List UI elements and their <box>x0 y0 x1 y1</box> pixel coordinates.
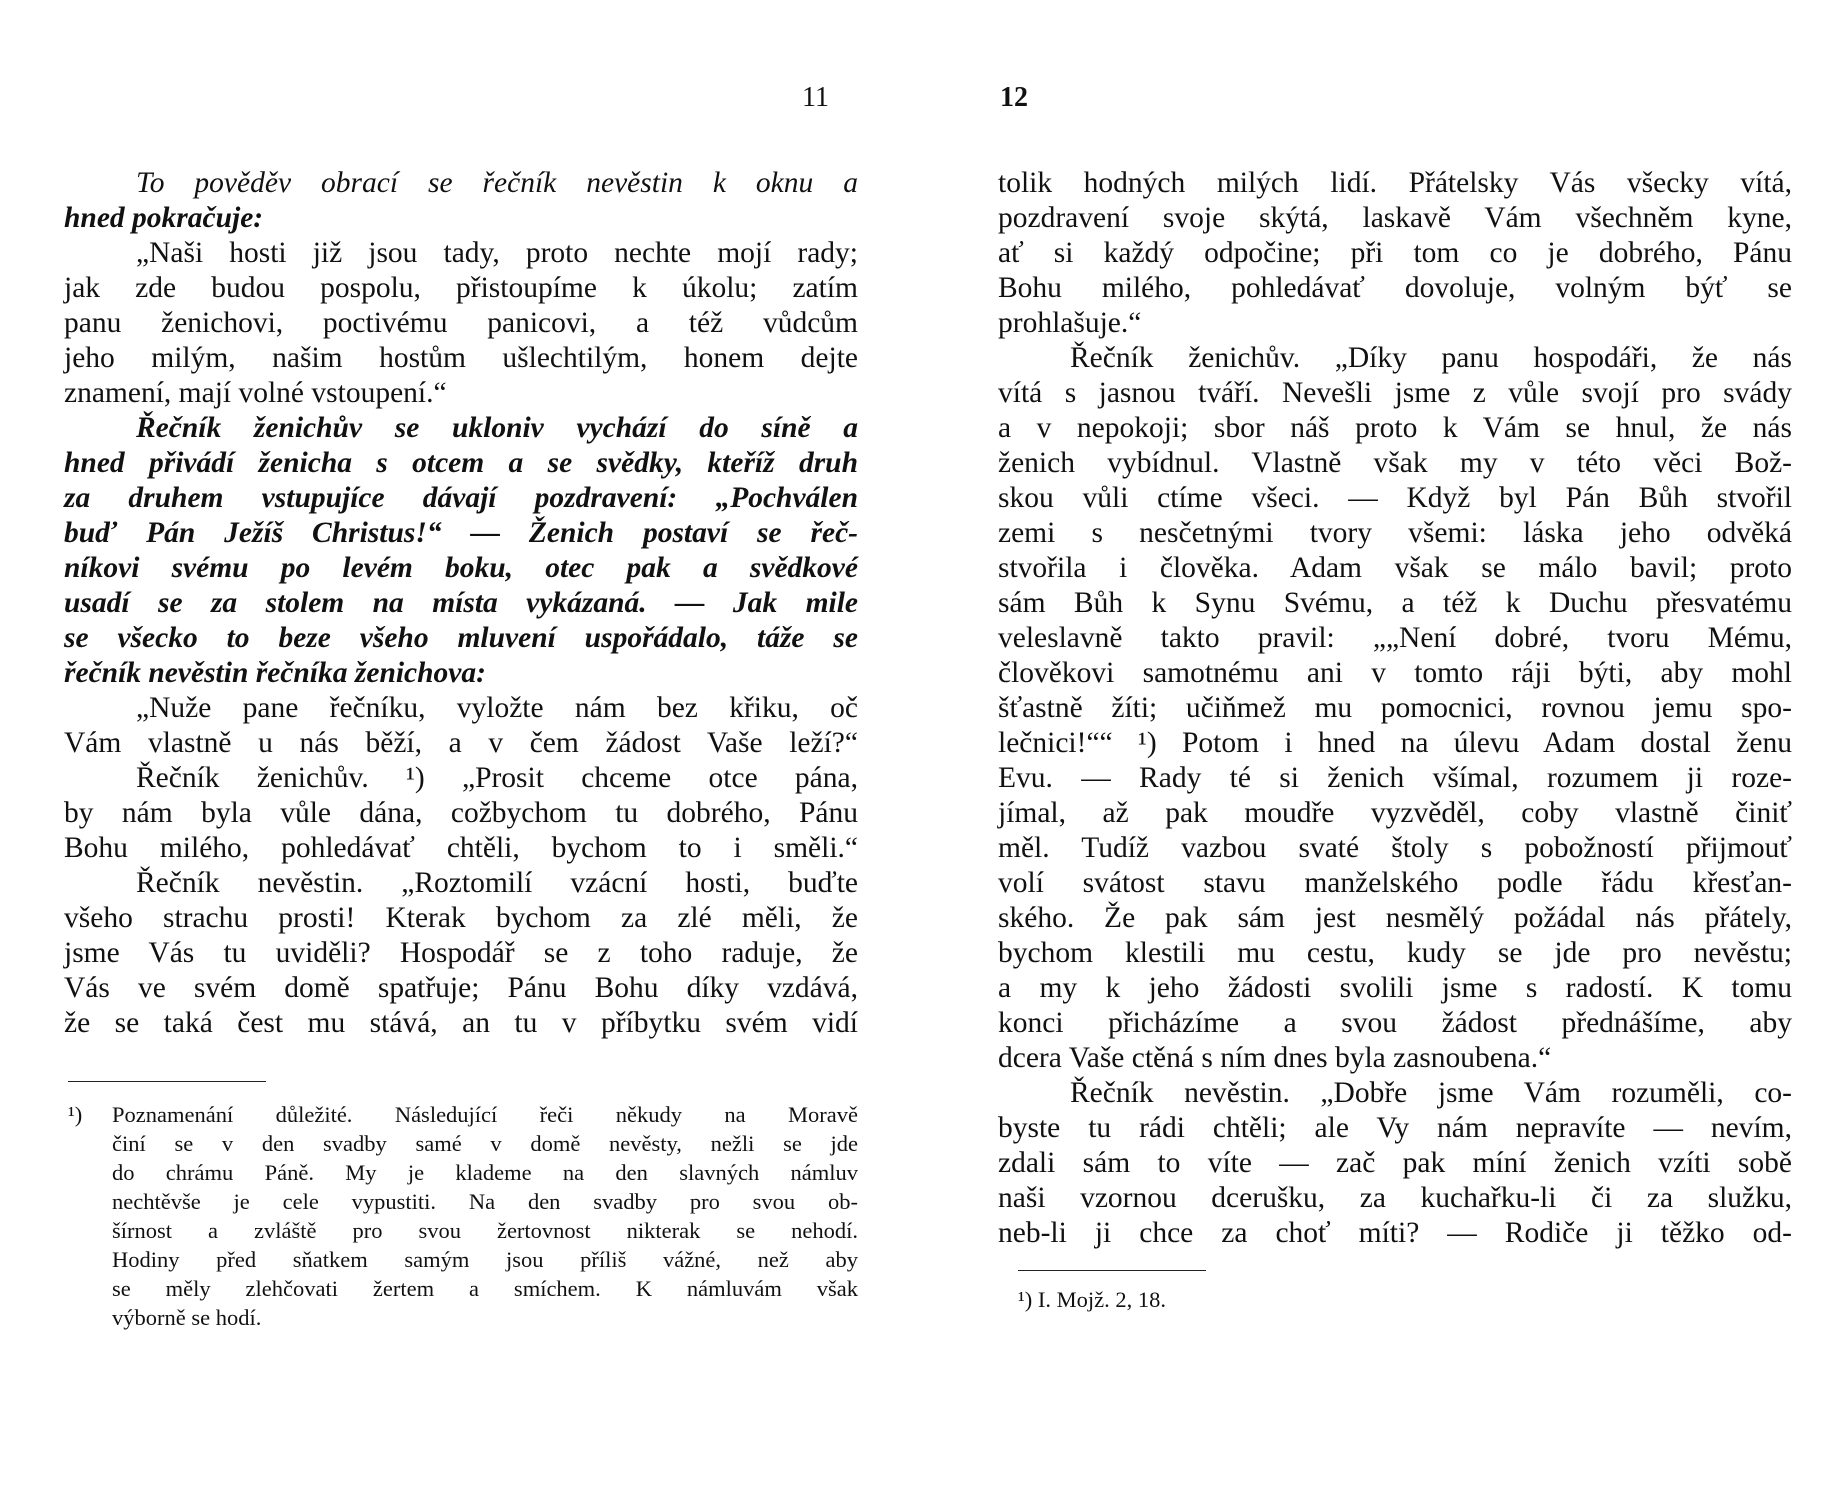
text-line: sám Bůh k Synu Svému, a též k Duchu přesvatému <box>998 587 1792 619</box>
footnote <box>1018 1285 1418 1314</box>
text-line: a my k jeho žádosti svolili jsme s radostí. K tomu <box>998 972 1792 1004</box>
text-line: konci přicházíme a svou žádost přednášíme, aby <box>998 1007 1792 1039</box>
text-line: ať si každý odpočine; při tom co je dobrého, Pánu <box>998 237 1792 269</box>
text-line: šťastně žíti; učiňmež mu pomocnici, rovnou jemu spo- <box>998 692 1792 724</box>
text-line: za druhem vstupujíce dávají pozdravení: „Pochválen <box>64 482 858 514</box>
text-line: dcera Vaše ctěná s ním dnes byla zasnoubena.“ <box>998 1042 1552 1074</box>
right-page <box>924 0 1848 1500</box>
page-number: 12 <box>1000 82 1028 113</box>
text-line: hned přivádí ženicha s otcem a se svědky, kteříž druh <box>64 447 858 479</box>
footnote-rule <box>68 1081 266 1082</box>
footnote-line: ¹) I. Mojž. 2, 18. <box>1018 1287 1166 1312</box>
page-number: 11 <box>802 82 829 113</box>
text-line: usadí se za stolem na místa vykázaná. — Jak mile <box>64 587 858 619</box>
text-line: prohlašuje.“ <box>998 307 1142 339</box>
right-page-body <box>998 166 1792 1251</box>
text-line: Řečník ženichův se ukloniv vychází do síně a <box>136 412 858 444</box>
text-line: zdali sám to víte — zač pak míní ženich vzíti sobě <box>998 1147 1792 1179</box>
footnote-text: Poznamenání důležité. Následující řeči někudy na Moravě <box>112 1102 858 1127</box>
text-line: Evu. — Rady té si ženich všímal, rozumem ji roze- <box>998 762 1792 794</box>
footnote-line: výborně se hodí. <box>112 1305 262 1330</box>
text-line: a v nepokoji; sbor náš proto k Vám se hnul, že nás <box>998 412 1792 444</box>
text-line: volí svátost stavu manželského podle řádu křesťan- <box>998 867 1792 899</box>
text-line: veleslavně takto pravil: „„Není dobré, tvoru Mému, <box>998 622 1792 654</box>
text-line: byste tu rádi chtěli; ale Vy nám nepravíte — nevím, <box>998 1112 1792 1144</box>
text-line: pozdravení svoje skýtá, laskavě Vám všechněm kyne, <box>998 202 1792 234</box>
text-line: „Naši hosti již jsou tady, proto nechte mojí rady; <box>136 237 858 269</box>
text-line: neb-li ji chce za choť míti? — Rodiče ji těžko od- <box>998 1217 1792 1249</box>
text-line: Vám vlastně u nás běží, a v čem žádost Vaše leží?“ <box>64 727 858 759</box>
text-line: vítá s jasnou tváří. Nevešli jsme z vůle svojí pro svády <box>998 377 1792 409</box>
text-line: člověkovi samotnému ani v tomto ráji býti, aby mohl <box>998 657 1792 689</box>
footnote-line: šírnost a zvláště pro svou žertovnost nikterak se nehodí. <box>112 1218 858 1243</box>
footnote-line: se měly zlehčovati žertem a smíchem. K námluvám však <box>112 1276 858 1301</box>
text-line: jímal, až pak moudře vyzvěděl, coby vlastně činiť <box>998 797 1792 829</box>
footnote <box>68 1100 858 1332</box>
text-line: Řečník nevěstin. „Roztomilí vzácní hosti, buďte <box>136 867 858 899</box>
text-line: se všecko to beze všeho mluvení uspořádalo, táže se <box>64 622 858 654</box>
text-line: by nám byla vůle dána, cožbychom tu dobrého, Pánu <box>64 797 858 829</box>
text-line: Řečník ženichův. „Díky panu hospodáři, že nás <box>1070 342 1792 374</box>
text-line: Řečník nevěstin. „Dobře jsme Vám rozuměli, co- <box>1070 1077 1792 1109</box>
text-line: naši vzornou dcerušku, za kuchařku-li či za služku, <box>998 1182 1792 1214</box>
text-line: bychom klestili mu cestu, kudy se jde pro nevěstu; <box>998 937 1792 969</box>
text-line: všeho strachu prosti! Kterak bychom za zlé měli, že <box>64 902 858 934</box>
text-line: buď Pán Ježíš Christus!“ — Ženich postaví se řeč- <box>64 517 858 549</box>
text-line: panu ženichovi, poctivému panicovi, a též vůdcům <box>64 307 858 339</box>
text-line: stvořila i člověka. Adam však se málo bavil; proto <box>998 552 1792 584</box>
text-line: To pověděv obrací se řečník nevěstin k oknu a <box>136 167 858 199</box>
text-line: měl. Tudíž vazbou svaté štoly s pobožností přijmouť <box>998 832 1792 864</box>
footnote-line: nechtěvše je cele vypustiti. Na den svadby pro svou ob- <box>112 1189 858 1214</box>
text-line: řečník nevěstin řečníka ženichova: <box>64 657 486 689</box>
text-line: ského. Že pak sám jest nesmělý požádal nás přátely, <box>998 902 1792 934</box>
text-line: skou vůli ctíme všeci. — Když byl Pán Bůh stvořil <box>998 482 1792 514</box>
text-line: zemi s nesčetnými tvory všemi: láska jeho odvěká <box>998 517 1792 549</box>
text-line: hned pokračuje: <box>64 202 264 234</box>
text-line: znamení, mají volné vstoupení.“ <box>64 377 447 409</box>
text-line: jsme Vás tu uviděli? Hospodář se z toho raduje, že <box>64 937 858 969</box>
footnote-line: Hodiny před sňatkem samým jsou příliš vážné, než aby <box>112 1247 858 1272</box>
text-line: tolik hodných milých lidí. Přátelsky Vás všecky vítá, <box>998 167 1792 199</box>
footnote-line: činí se v den svadby samé v domě nevěsty, nežli se jde <box>112 1131 858 1156</box>
text-line: ženich vybídnul. Vlastně však my v této věci Bož- <box>998 447 1792 479</box>
footnote-line <box>68 1100 858 1129</box>
text-line: jeho milým, našim hostům ušlechtilým, honem dejte <box>64 342 858 374</box>
text-line: Bohu milého, pohledávať chtěli, bychom to i směli.“ <box>64 832 858 864</box>
text-line: že se taká čest mu stává, an tu v příbytku svém vidí <box>64 1007 858 1039</box>
footnote-mark: ¹) <box>68 1102 83 1127</box>
footnote-rule <box>1018 1270 1206 1271</box>
text-line: níkovi svému po levém boku, otec pak a svědkové <box>64 552 858 584</box>
footnote-line: do chrámu Páně. My je klademe na den slavných námluv <box>112 1160 858 1185</box>
text-line: Řečník ženichův. ¹) „Prosit chceme otce pána, <box>136 762 858 794</box>
text-line: Bohu milého, pohledávať dovoluje, volným býť se <box>998 272 1792 304</box>
text-line: lečnici!““ ¹) Potom i hned na úlevu Adam dostal ženu <box>998 727 1792 759</box>
text-line: „Nuže pane řečníku, vyložte nám bez křiku, oč <box>136 692 858 724</box>
text-line: Vás ve svém domě spatřuje; Pánu Bohu díky vzdává, <box>64 972 858 1004</box>
text-line: jak zde budou pospolu, přistoupíme k úkolu; zatím <box>64 272 858 304</box>
left-page-body <box>64 166 858 1041</box>
